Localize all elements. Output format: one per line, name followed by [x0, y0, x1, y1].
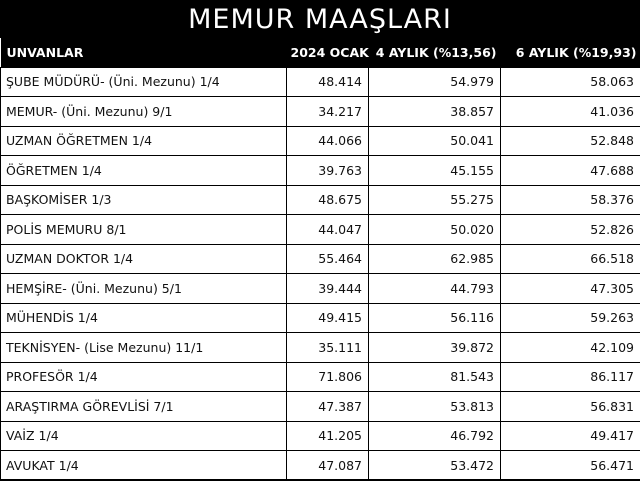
- table-row: [1, 244, 640, 274]
- cell-2024-ocak: 48.675: [287, 185, 369, 215]
- cell-4-aylik: 46.792: [369, 421, 501, 451]
- cell-6-aylik: 56.831: [501, 392, 640, 422]
- cell-2024-ocak: 39.444: [287, 274, 369, 304]
- cell-2024-ocak: 39.763: [287, 156, 369, 186]
- cell-6-aylik: 56.471: [501, 451, 640, 481]
- salary-table: [0, 38, 640, 481]
- cell-2024-ocak: 48.414: [287, 67, 369, 97]
- table-row: [1, 303, 640, 333]
- cell-2024-ocak: 47.387: [287, 392, 369, 422]
- table-row: [1, 156, 640, 186]
- table-row: [1, 333, 640, 363]
- header-2024-ocak: 2024 OCAK: [290, 44, 369, 60]
- cell-2024-ocak: 49.415: [287, 303, 369, 333]
- cell-2024-ocak: 44.066: [287, 126, 369, 156]
- cell-4-aylik: 50.041: [369, 126, 501, 156]
- cell-2024-ocak: 71.806: [287, 362, 369, 392]
- cell-2024-ocak: 35.111: [287, 333, 369, 363]
- row-title: MÜHENDİS 1/4: [1, 303, 287, 333]
- cell-6-aylik: 49.417: [501, 421, 640, 451]
- table-row: [1, 185, 640, 215]
- cell-4-aylik: 56.116: [369, 303, 501, 333]
- cell-4-aylik: 38.857: [369, 97, 501, 127]
- header-4-aylik: 4 AYLIK (%13,56): [375, 44, 497, 60]
- table-row: [1, 97, 640, 127]
- cell-2024-ocak: 47.087: [287, 451, 369, 481]
- table-row: [1, 67, 640, 97]
- table-body: [1, 67, 640, 480]
- cell-6-aylik: 47.688: [501, 156, 640, 186]
- cell-6-aylik: 52.826: [501, 215, 640, 245]
- row-title: VAİZ 1/4: [1, 421, 287, 451]
- table-row: [1, 392, 640, 422]
- cell-2024-ocak: 41.205: [287, 421, 369, 451]
- header-title: UNVANLAR: [6, 44, 84, 60]
- cell-6-aylik: 58.063: [501, 67, 640, 97]
- cell-2024-ocak: 55.464: [287, 244, 369, 274]
- page-title: MEMUR MAAŞLARI: [0, 0, 640, 38]
- cell-4-aylik: 81.543: [369, 362, 501, 392]
- cell-4-aylik: 55.275: [369, 185, 501, 215]
- row-title: MEMUR- (Üni. Mezunu) 9/1: [1, 97, 287, 127]
- cell-4-aylik: 53.472: [369, 451, 501, 481]
- row-title: UZMAN DOKTOR 1/4: [1, 244, 287, 274]
- table-row: [1, 215, 640, 245]
- row-title: ÖĞRETMEN 1/4: [1, 156, 287, 186]
- cell-6-aylik: 41.036: [501, 97, 640, 127]
- cell-4-aylik: 54.979: [369, 67, 501, 97]
- cell-6-aylik: 59.263: [501, 303, 640, 333]
- table-header: [1, 38, 640, 67]
- cell-6-aylik: 66.518: [501, 244, 640, 274]
- cell-4-aylik: 62.985: [369, 244, 501, 274]
- cell-4-aylik: 45.155: [369, 156, 501, 186]
- row-title: ARAŞTIRMA GÖREVLİSİ 7/1: [1, 392, 287, 422]
- cell-4-aylik: 39.872: [369, 333, 501, 363]
- row-title: ŞUBE MÜDÜRÜ- (Üni. Mezunu) 1/4: [1, 67, 287, 97]
- row-title: UZMAN ÖĞRETMEN 1/4: [1, 126, 287, 156]
- cell-6-aylik: 42.109: [501, 333, 640, 363]
- cell-6-aylik: 86.117: [501, 362, 640, 392]
- row-title: HEMŞİRE- (Üni. Mezunu) 5/1: [1, 274, 287, 304]
- cell-4-aylik: 53.813: [369, 392, 501, 422]
- cell-2024-ocak: 34.217: [287, 97, 369, 127]
- cell-6-aylik: 52.848: [501, 126, 640, 156]
- cell-4-aylik: 50.020: [369, 215, 501, 245]
- cell-4-aylik: 44.793: [369, 274, 501, 304]
- row-title: TEKNİSYEN- (Lise Mezunu) 11/1: [1, 333, 287, 363]
- table-row: [1, 274, 640, 304]
- table-row: [1, 451, 640, 481]
- table-row: [1, 126, 640, 156]
- row-title: POLİS MEMURU 8/1: [1, 215, 287, 245]
- row-title: PROFESÖR 1/4: [1, 362, 287, 392]
- header-6-aylik: 6 AYLIK (%19,93): [515, 44, 637, 60]
- header-row: [1, 38, 640, 67]
- cell-6-aylik: 58.376: [501, 185, 640, 215]
- row-title: AVUKAT 1/4: [1, 451, 287, 481]
- row-title: BAŞKOMİSER 1/3: [1, 185, 287, 215]
- table-row: [1, 421, 640, 451]
- table-row: [1, 362, 640, 392]
- cell-6-aylik: 47.305: [501, 274, 640, 304]
- cell-2024-ocak: 44.047: [287, 215, 369, 245]
